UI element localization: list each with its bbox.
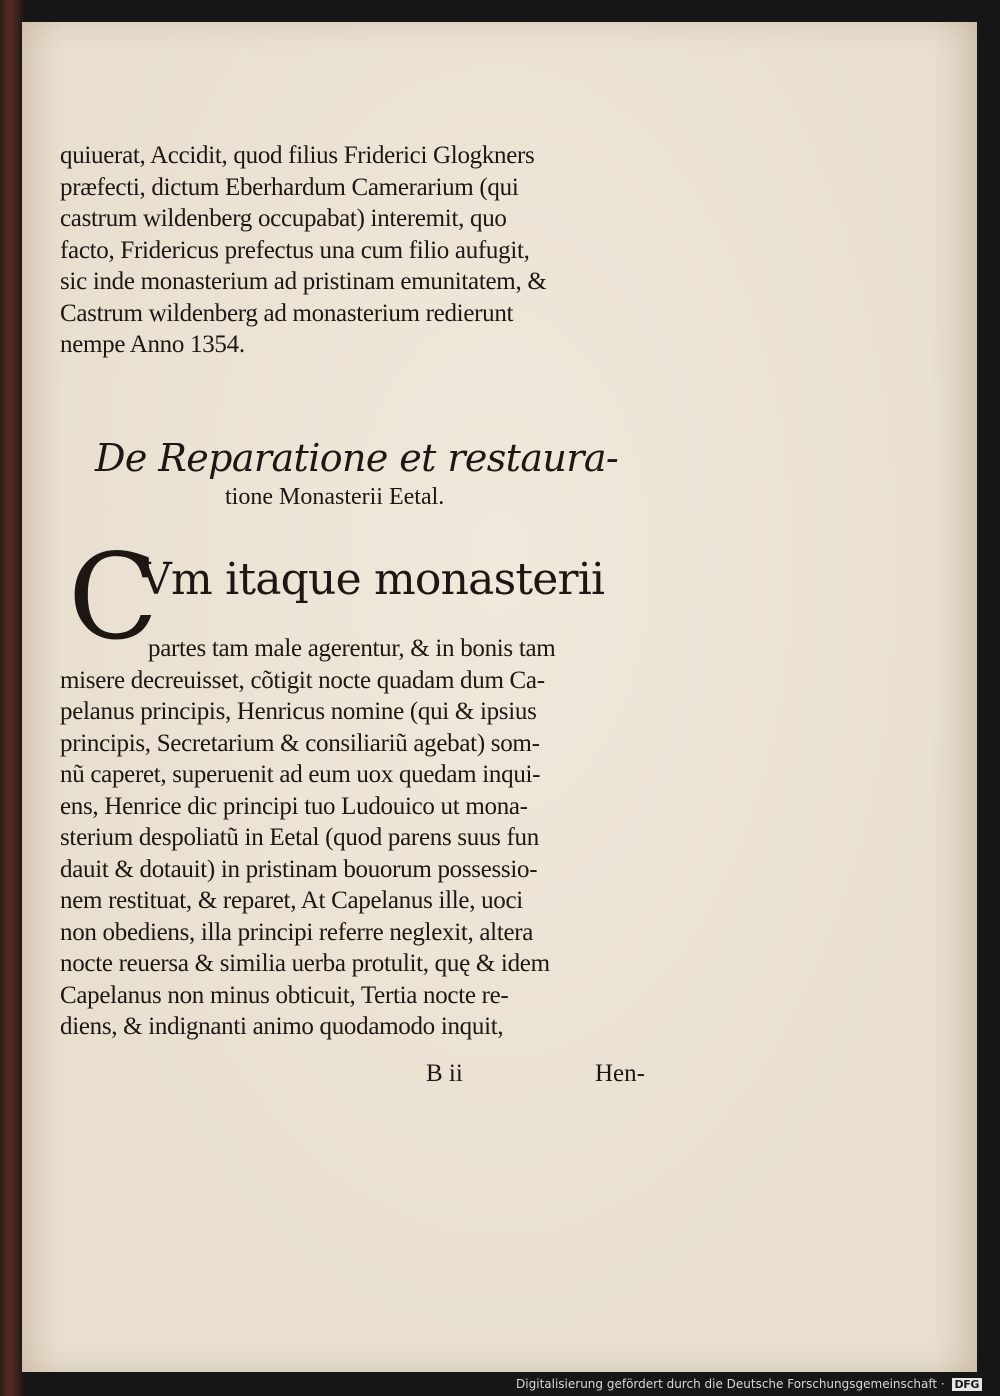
digitization-credit xyxy=(516,1377,982,1391)
text-line: Capelanus non minus obticuit, Tertia nocte re- xyxy=(60,981,509,1009)
catchword: Hen- xyxy=(595,1060,645,1087)
drop-cap-tail: Vm itaque monasterii xyxy=(140,554,605,605)
section-heading xyxy=(95,436,655,514)
text-line: nocte reuersa & similia uerba protulit, quę & idem xyxy=(60,950,550,977)
text-line: nũ caperet, superuenit ad eum uox quedam inqui- xyxy=(60,761,541,788)
credit-text: Digitalisierung gefördert durch die Deutsche Forschungsgemeinschaft · xyxy=(516,1377,945,1391)
text-line: dauit & dotauit) in pristinam bouorum possessio- xyxy=(60,855,538,883)
page-footer-line xyxy=(60,1058,660,1089)
text-line: præfecti, dictum Eberhardum Camerarium (qui xyxy=(60,173,519,201)
text-line: partes tam male agerentur, & in bonis tam xyxy=(148,635,556,662)
text-line: facto, Fridericus prefectus una cum filio aufugit, xyxy=(60,236,530,264)
heading-line-2: tione Monasterii Eetal. xyxy=(225,484,445,510)
text-line: principis, Secretarium & consiliariũ agebat) som- xyxy=(60,729,540,757)
text-line: ens, Henrice dic principi tuo Ludouico ut mona- xyxy=(60,792,528,820)
text-line: sterium despoliatũ in Eetal (quod parens suus fun xyxy=(60,824,539,851)
text-line: Castrum wildenberg ad monasterium redierunt xyxy=(60,299,514,327)
signature-mark: B ii xyxy=(426,1060,463,1087)
text-line: non obediens, illa principi referre neglexit, altera xyxy=(60,918,534,946)
dfg-logo-icon: DFG xyxy=(952,1378,982,1391)
text-line: pelanus principis, Henricus nomine (qui & ipsius xyxy=(60,698,537,725)
text-line: nem restituat, & reparet, At Capelanus ille, uoci xyxy=(60,887,523,914)
text-line: misere decreuisset, cõtigit nocte quadam dum Ca- xyxy=(60,666,545,694)
text-block-top xyxy=(60,140,700,361)
text-line: sic inde monasterium ad pristinam emunitatem, & xyxy=(60,268,547,295)
heading-line-1: De Reparatione et restaura- xyxy=(95,436,619,480)
text-line: diens, & indignanti animo quodamodo inquit, xyxy=(60,1013,504,1040)
drop-cap-letter: C xyxy=(68,528,159,666)
text-line: nempe Anno 1354. xyxy=(60,331,245,358)
chapter-body xyxy=(60,528,700,1043)
text-line: castrum wildenberg occupabat) interemit, quo xyxy=(60,205,507,232)
text-line: quiuerat, Accidit, quod filius Friderici Glogkners xyxy=(60,142,535,169)
book-binding-edge xyxy=(0,0,24,1396)
